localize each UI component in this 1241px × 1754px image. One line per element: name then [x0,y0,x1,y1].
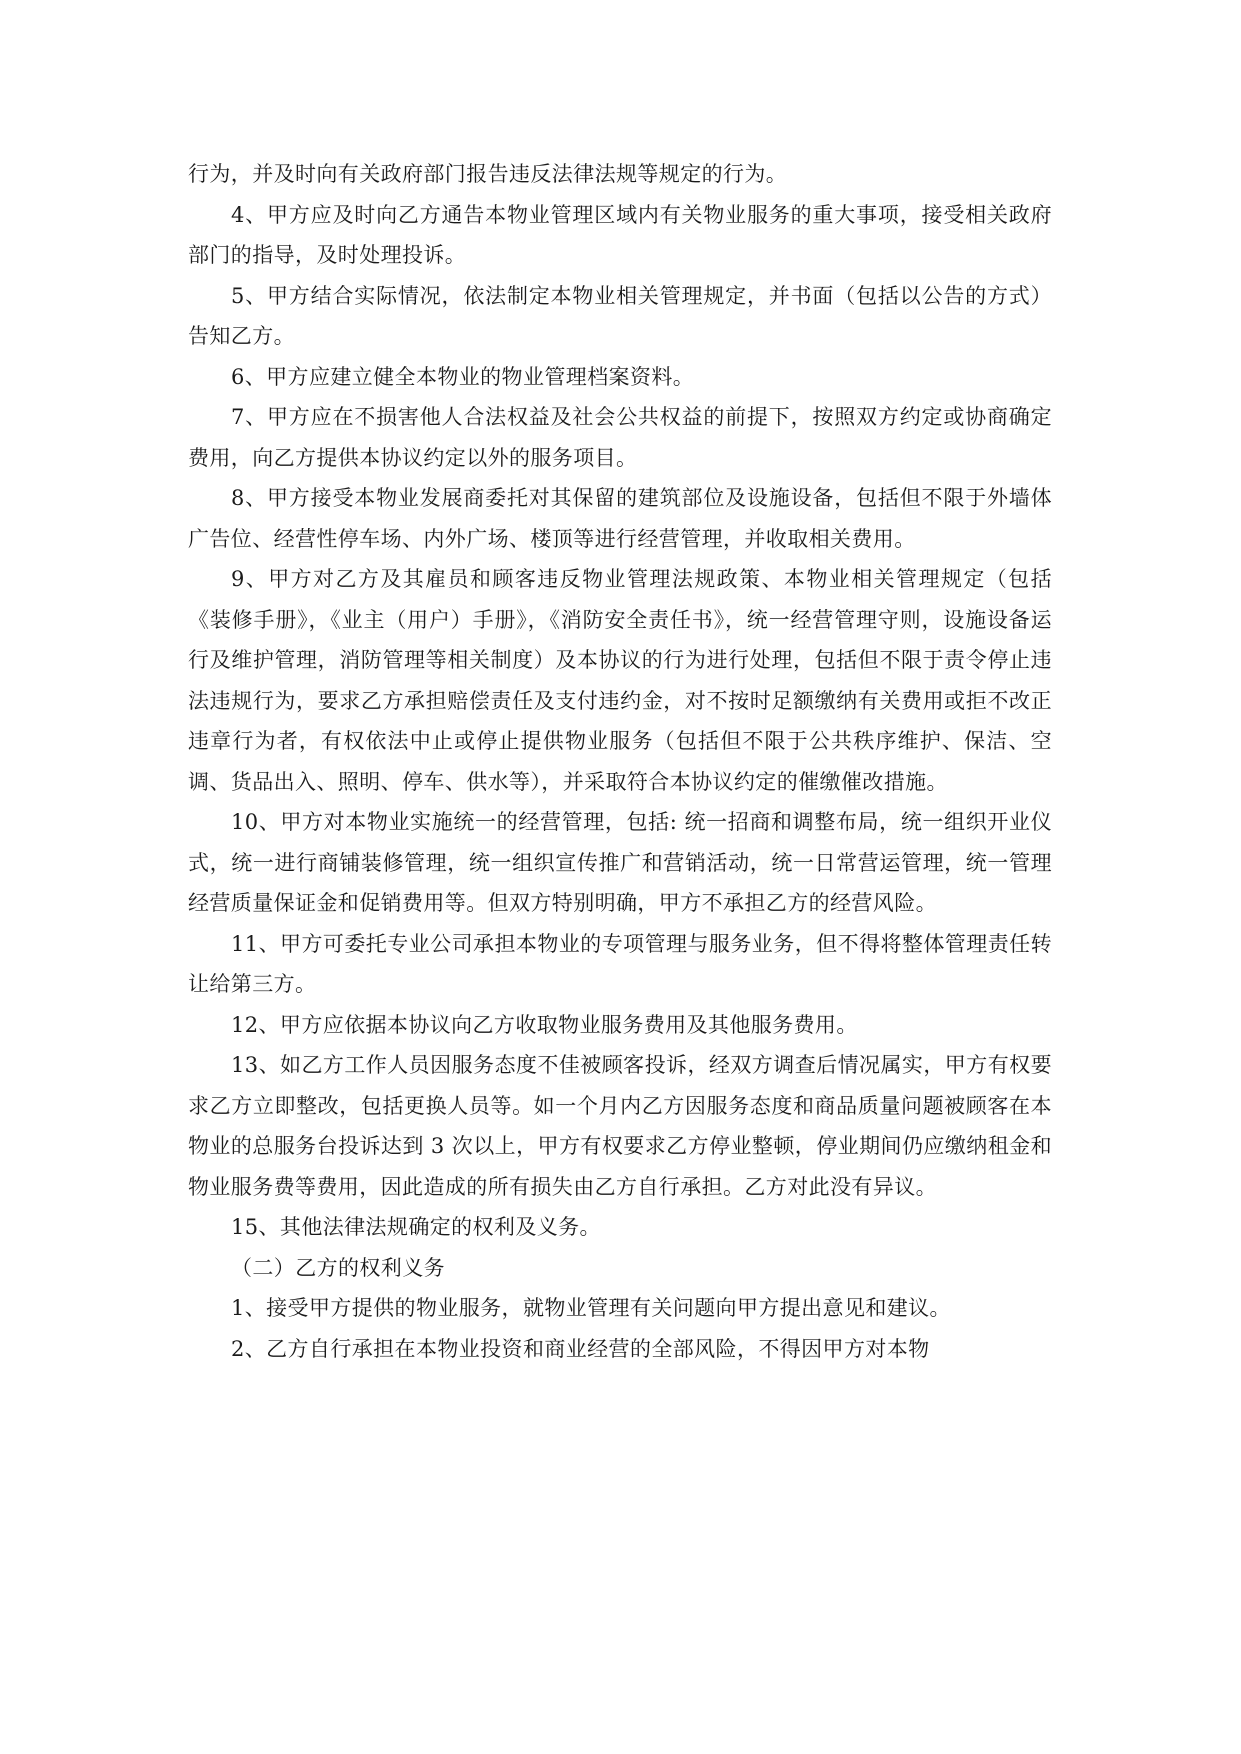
document-body [188,154,1052,1369]
paragraph-clause-8: 8、甲方接受本物业发展商委托对其保留的建筑部位及设施设备，包括但不限于外墙体广告位、经营性停车场、内外广场、楼顶等进行经营管理，并收取相关费用。 [188,486,1052,551]
section-heading-party-b-rights: （二）乙方的权利义务 [231,1255,445,1280]
paragraph-clause-12: 12、甲方应依据本协议向乙方收取物业服务费用及其他服务费用。 [231,1012,858,1037]
paragraph-party-b-clause-2: 2、乙方自行承担在本物业投资和商业经营的全部风险，不得因甲方对本物 [231,1336,930,1361]
paragraph-clause-5: 5、甲方结合实际情况，依法制定本物业相关管理规定，并书面（包括以公告的方式）告知乙方。 [188,283,1052,348]
paragraph-clause-6: 6、甲方应建立健全本物业的物业管理档案资料。 [231,364,695,389]
paragraph-clause-4: 4、甲方应及时向乙方通告本物业管理区域内有关物业服务的重大事项，接受相关政府部门的指导，及时处理投诉。 [188,202,1052,267]
paragraph-clause-15: 15、其他法律法规确定的权利及义务。 [231,1215,601,1239]
paragraph-clause-11: 11、甲方可委托专业公司承担本物业的专项管理与服务业务，但不得将整体管理责任转让给第三方。 [188,931,1052,996]
paragraph-clause-13: 13、如乙方工作人员因服务态度不佳被顾客投诉，经双方调查后情况属实，甲方有权要求乙方立即整改，包括更换人员等。如一个月内乙方因服务态度和商品质量问题被顾客在本物业的总服务台投诉达到 3 次以上，甲方有权要求乙方停业整顿，停业期间仍应缴纳租金和物业服务费等费用，因此造成的所有损失由乙方自行承担。乙方对此没有异议。 [188,1053,1052,1199]
paragraph-clause-10: 10、甲方对本物业实施统一的经营管理，包括: 统一招商和调整布局，统一组织开业仪式，统一进行商铺装修管理，统一组织宣传推广和营销活动，统一日常营运管理，统一管理经营质量保证金和促销费用等。但双方特别明确，甲方不承担乙方的经营风险。 [188,810,1052,915]
paragraph-continuation: 行为，并及时向有关政府部门报告违反法律法规等规定的行为。 [188,162,788,186]
paragraph-clause-9: 9、甲方对乙方及其雇员和顾客违反物业管理法规政策、本物业相关管理规定（包括《装修手册》，《业主（用户）手册》，《消防安全责任书》，统一经营管理守则，设施设备运行及维护管理，消防管理等相关制度）及本协议的行为进行处理，包括但不限于责令停止违法违规行为，要求乙方承担赔偿责任及支付违约金，对不按时足额缴纳有关费用或拒不改正违章行为者，有权依法中止或停止提供物业服务（包括但不限于公共秩序维护、保洁、空调、货品出入、照明、停车、供水等），并采取符合本协议约定的催缴催改措施。 [188,567,1052,794]
paragraph-party-b-clause-1: 1、接受甲方提供的物业服务，就物业管理有关问题向甲方提出意见和建议。 [231,1296,951,1320]
paragraph-clause-7: 7、甲方应在不损害他人合法权益及社会公共权益的前提下，按照双方约定或协商确定费用，向乙方提供本协议约定以外的服务项目。 [188,405,1052,470]
